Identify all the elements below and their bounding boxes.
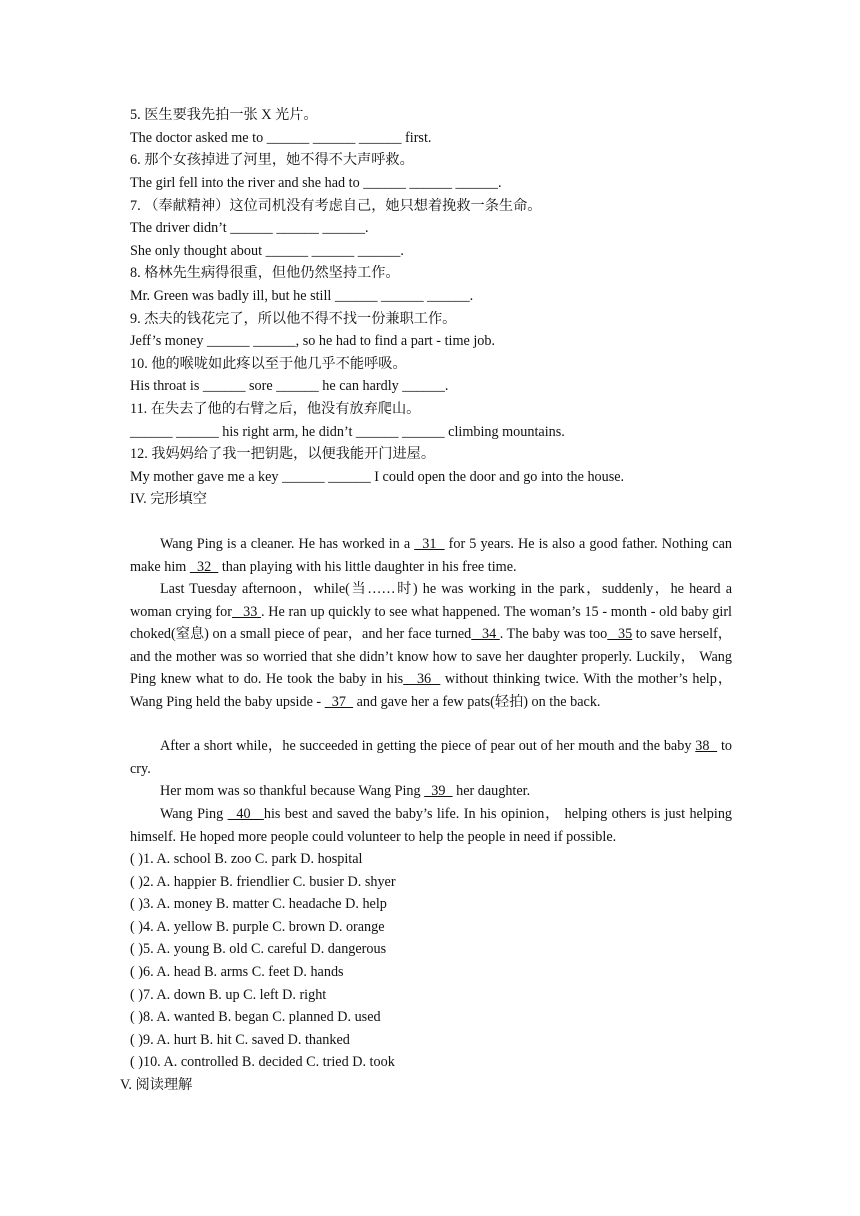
item-10-chinese: 10. 他的喉咙如此疼以至于他几乎不能呼吸。 xyxy=(130,356,407,372)
item-12-chinese: 12. 我妈妈给了我一把钥匙，以便我能开门进屋。 xyxy=(130,446,436,462)
section-4-heading: IV. 完形填空 xyxy=(130,491,207,507)
option-row-7: ( )7. A. down B. up C. left D. right xyxy=(130,987,327,1003)
item-6-chinese: 6. 那个女孩掉进了河里，她不得不大声呼救。 xyxy=(130,152,414,168)
item-9-chinese: 9. 杰夫的钱花完了，所以他不得不找一份兼职工作。 xyxy=(130,311,457,327)
blank-40: 40 xyxy=(227,806,264,822)
blank-35: 35 xyxy=(607,626,633,642)
option-row-3: ( )3. A. money B. matter C. headache D. help xyxy=(130,896,387,912)
option-row-1: ( )1. A. school B. zoo C. park D. hospital xyxy=(130,851,363,867)
item-7-english-1: The driver didn’t ______ ______ ______. xyxy=(130,220,369,236)
blank-33: 33 xyxy=(231,603,262,620)
blank-37: 37 xyxy=(324,693,354,710)
option-row-5: ( )5. A. young B. old C. careful D. dangerous xyxy=(130,941,387,957)
passage-paragraph-3: After a short while，he succeeded in getting the piece of pear out of her mouth and the baby 38 to cry. xyxy=(130,738,732,777)
passage-paragraph-5: Wang Ping 40 his best and saved the baby’s life. In his opinion， helping others is just helping himself. He hoped more people could volunteer to help the people in need if possible. xyxy=(130,806,733,845)
blank-31: 31 xyxy=(414,536,445,552)
item-8-chinese: 8. 格林先生病得很重，但他仍然坚持工作。 xyxy=(130,265,400,281)
passage-paragraph-4: Her mom was so thankful because Wang Ping 39 her daughter. xyxy=(160,783,531,799)
option-row-8: ( )8. A. wanted B. began C. planned D. used xyxy=(130,1009,381,1025)
item-5-chinese: 5. 医生要我先拍一张 X 光片。 xyxy=(130,107,318,123)
item-12-english: My mother gave me a key ______ ______ I could open the door and go into the house. xyxy=(130,469,625,485)
item-5-english: The doctor asked me to ______ ______ ______ first. xyxy=(130,130,432,146)
item-8-english: Mr. Green was badly ill, but he still ______ ______ ______. xyxy=(130,288,474,304)
passage-paragraph-1: Wang Ping is a cleaner. He has worked in a 31 for 5 years. He is also a good father. Nothing can make him 32 than playing with his little daughter in his free time. xyxy=(130,536,732,575)
item-9-english: Jeff’s money ______ ______, so he had to find a part - time job. xyxy=(130,333,496,349)
option-row-6: ( )6. A. head B. arms C. feet D. hands xyxy=(130,964,344,980)
passage-paragraph-2: Last Tuesday afternoon，while(当……时) he was working in the park，suddenly，he heard a woman crying for 33 . He ran up quickly to see what happened. The woman’s 15 - month - old baby girl choked(窒息) on a small piece of pear，and her face turned 34 . The baby was too 35 to save herself， and the mother was so worried that she didn’t know how to save her daughter properly. Luckily， Wang Ping knew what to do. He took the baby in his 36 without thinking twice. With the mother’s help， Wang Ping held the baby upside - 37 and gave her a few pats(轻拍) on the back. xyxy=(130,581,733,710)
blank-36: 36 xyxy=(403,671,441,687)
item-10-english: His throat is ______ sore ______ he can hardly ______. xyxy=(130,378,449,394)
blank-39: 39 xyxy=(424,783,453,799)
item-11-english: ______ ______ his right arm, he didn’t ______ ______ climbing mountains. xyxy=(130,424,565,440)
item-11-chinese: 11. 在失去了他的右臂之后，他没有放弃爬山。 xyxy=(130,401,421,417)
option-row-4: ( )4. A. yellow B. purple C. brown D. orange xyxy=(130,919,385,935)
item-6-english: The girl fell into the river and she had to ______ ______ ______. xyxy=(130,175,502,191)
option-row-10: ( )10. A. controlled B. decided C. tried D. took xyxy=(130,1054,395,1070)
item-7-english-2: She only thought about ______ ______ ______. xyxy=(130,243,404,259)
blank-34: 34 xyxy=(471,626,500,642)
item-7-chinese: 7. （奉献精神）这位司机没有考虑自己，她只想着挽救一条生命。 xyxy=(130,198,542,214)
blank-38: 38 xyxy=(695,738,718,754)
blank-32: 32 xyxy=(189,558,219,575)
option-row-2: ( )2. A. happier B. friendlier C. busier D. shyer xyxy=(130,874,396,890)
section-5-heading: V. 阅读理解 xyxy=(120,1077,193,1093)
option-row-9: ( )9. A. hurt B. hit C. saved D. thanked xyxy=(130,1032,350,1048)
